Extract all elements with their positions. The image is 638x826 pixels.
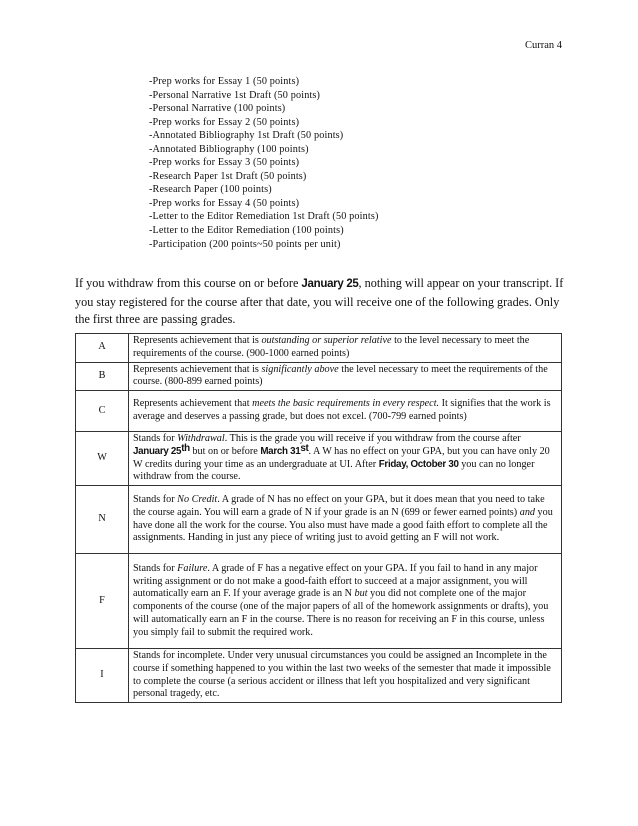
desc-text: but on or before bbox=[189, 445, 261, 457]
desc-text: Stands for bbox=[133, 433, 178, 444]
grade-description bbox=[129, 391, 562, 432]
table-row bbox=[76, 432, 562, 486]
grade-description bbox=[129, 649, 562, 703]
date-suffix: st bbox=[300, 442, 309, 454]
desc-text: Stands for bbox=[133, 494, 178, 505]
desc-emphasis: and bbox=[519, 506, 535, 518]
assignment-list bbox=[149, 75, 379, 251]
desc-text: . A W has no effect on your GPA, but you can have only 20 W credits during your time as an undergraduate at UI. After bbox=[133, 445, 550, 470]
assignment-item: -Prep works for Essay 3 (50 points) bbox=[149, 157, 300, 169]
grades-table bbox=[75, 333, 562, 703]
grade-letter: W bbox=[76, 432, 129, 486]
withdraw-paragraph bbox=[75, 275, 575, 329]
assignment-item: -Personal Narrative 1st Draft (50 points) bbox=[149, 89, 321, 101]
grade-letter: B bbox=[76, 362, 129, 391]
table-row bbox=[76, 486, 562, 554]
assignment-item: -Letter to the Editor Remediation (100 points) bbox=[149, 225, 344, 237]
desc-text: Represents achievement that bbox=[133, 398, 253, 410]
desc-text: you have done all the work for the course. You also must have made a good faith effort to complete all the assignments. Handing in just any piece of writing just to avoid getting an F will not work. bbox=[133, 506, 553, 544]
grade-letter: N bbox=[76, 486, 129, 554]
withdraw-text-2: , nothing will appear on your transcript. If you stay registered for the course after that date, you will receive one of the following grades. Only the first three are passing grades. bbox=[75, 276, 564, 327]
desc-text: the level necessary to meet the requirements of the course. (800-899 earned points) bbox=[133, 363, 548, 388]
withdraw-deadline: January 25 bbox=[301, 278, 359, 290]
grade-description bbox=[129, 334, 562, 363]
desc-text: to the level necessary to meet the requirements of the course. (900-1000 earned points) bbox=[133, 335, 530, 359]
grade-description bbox=[129, 554, 562, 649]
running-head: Curran 4 bbox=[524, 40, 562, 51]
desc-text: . A grade of F has a negative effect on your GPA. If you fail to hand in any major writing assignment or do not make a good-faith effort to succeed at a major assignment, you will automatically earn an F. If your average grade is an N bbox=[133, 562, 538, 600]
grade-letter: I bbox=[76, 649, 129, 703]
assignment-item: -Prep works for Essay 1 (50 points) bbox=[149, 76, 300, 87]
desc-emphasis: meets the basic requirements in every respect. bbox=[252, 398, 440, 410]
withdraw-text-1: If you withdraw from this course on or before bbox=[75, 276, 302, 290]
table-row bbox=[76, 362, 562, 391]
desc-emphasis: Withdrawal bbox=[177, 433, 225, 444]
assignment-item: -Letter to the Editor Remediation 1st Draft (50 points) bbox=[149, 211, 379, 223]
assignment-item: -Prep works for Essay 4 (50 points) bbox=[149, 197, 300, 209]
desc-emphasis: outstanding or superior relative bbox=[261, 335, 392, 346]
table-row bbox=[76, 554, 562, 649]
grade-letter: A bbox=[76, 334, 129, 363]
desc-emphasis: but bbox=[354, 588, 368, 600]
grade-letter: C bbox=[76, 391, 129, 432]
date-march: March 31 bbox=[260, 445, 301, 457]
desc-emphasis: No Credit bbox=[177, 494, 218, 505]
desc-text: Stands for incomplete. Under very unusual circumstances you could be assigned an Incomplete in the course if something happened to you within the last two weeks of the semester that made it impossible to complete the course (a serious accident or illness that left you hospitalized and very significant personal tragedy, etc. bbox=[133, 650, 551, 700]
desc-text: Represents achievement that is bbox=[133, 363, 262, 375]
assignment-item: -Annotated Bibliography 1st Draft (50 points) bbox=[149, 130, 344, 142]
date-suffix: th bbox=[181, 442, 190, 454]
date-january: January 25 bbox=[133, 445, 182, 457]
grade-description bbox=[129, 362, 562, 391]
table-row bbox=[76, 334, 562, 363]
assignment-item: -Research Paper (100 points) bbox=[149, 184, 272, 196]
desc-text: you can no longer withdraw from the course. bbox=[133, 458, 535, 483]
desc-text: . This is the grade you will receive if you withdraw from the course after bbox=[224, 433, 521, 444]
desc-text: you did not complete one of the major components of the course (one of the major papers of all of the homework assignments or drafts), you will automatically earn an F in the course. There is no reason for receiving an F in this course, unless you simply fail to submit the required work. bbox=[133, 588, 549, 638]
assignment-item: -Annotated Bibliography (100 points) bbox=[149, 143, 309, 155]
desc-emphasis: Failure bbox=[177, 562, 208, 574]
grade-description bbox=[129, 486, 562, 554]
assignment-item: -Personal Narrative (100 points) bbox=[149, 103, 286, 115]
assignment-item: -Prep works for Essay 2 (50 points) bbox=[149, 116, 300, 128]
grade-letter: F bbox=[76, 554, 129, 649]
table-row bbox=[76, 391, 562, 432]
desc-emphasis: significantly above bbox=[261, 363, 339, 375]
assignment-item: -Research Paper 1st Draft (50 points) bbox=[149, 170, 307, 182]
desc-text: . A grade of N has no effect on your GPA, but it does mean that you need to take the course again. You will earn a grade of N if your grade is an N (699 or fewer earned points) bbox=[133, 494, 545, 518]
desc-text: Represents achievement that is bbox=[133, 335, 262, 346]
desc-text: It signifies that the work is average and deserves a passing grade, but does not excel. (700-799 earned points) bbox=[133, 398, 551, 422]
desc-text: Stands for bbox=[133, 562, 178, 574]
date-october: Friday, October 30 bbox=[378, 458, 459, 470]
table-row bbox=[76, 649, 562, 703]
assignment-item: -Participation (200 points~50 points per unit) bbox=[149, 238, 341, 250]
grade-description bbox=[129, 432, 562, 486]
